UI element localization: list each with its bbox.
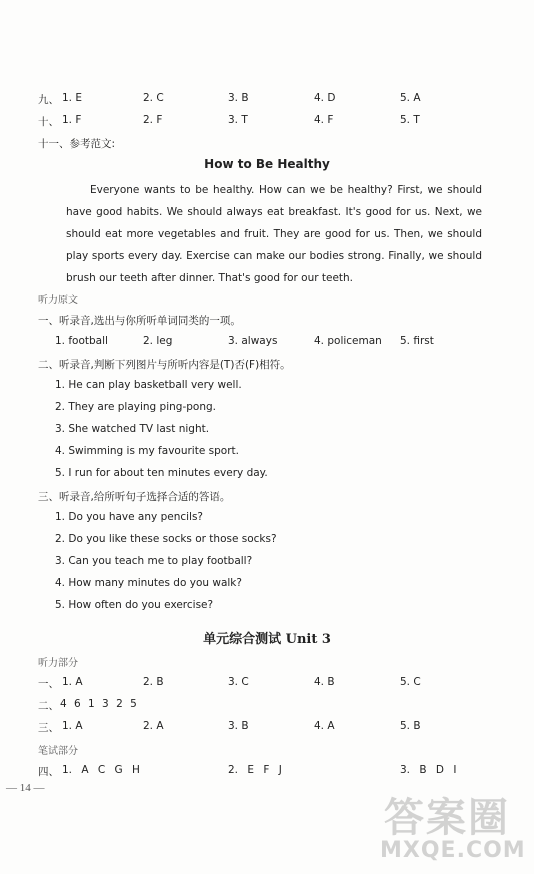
- row-ten-answer-4: 4. F: [314, 114, 334, 126]
- ans4-prefix: 四、: [38, 766, 59, 778]
- ans3-answer-2: 2. A: [143, 720, 164, 732]
- row-ten-prefix: 十、: [38, 116, 59, 128]
- row-nine-prefix: 九、: [38, 94, 59, 106]
- unit-title: 单元综合测试 Unit 3: [203, 632, 331, 647]
- part3-item-1: 1. Do you have any pencils?: [55, 511, 204, 523]
- row-nine-answer-2: 2. C: [143, 92, 164, 104]
- part2-item-4: 4. Swimming is my favourite sport.: [55, 445, 239, 457]
- ans3-answer-5: 5. B: [400, 720, 421, 732]
- ans3-answer-3: 3. B: [228, 720, 249, 732]
- watermark-url: MXQE.COM: [380, 838, 526, 863]
- watermark-logo: 答案圈: [384, 795, 510, 841]
- ans1-prefix: 一、: [38, 678, 59, 690]
- ans1-answer-1: 1. A: [62, 676, 83, 688]
- ans1-answer-3: 3. C: [228, 676, 249, 688]
- row-ten-answer-5: 5. T: [400, 114, 420, 126]
- ans3-answer-4: 4. A: [314, 720, 335, 732]
- ans4-answer-1: 1. A C G H: [62, 764, 140, 776]
- ans4-answer-3: 3. B D I: [400, 764, 457, 776]
- row-nine-answer-3: 3. B: [228, 92, 249, 104]
- row-nine-answer-1: 1. E: [62, 92, 82, 104]
- row-nine-answer-4: 4. D: [314, 92, 336, 104]
- part2-item-2: 2. They are playing ping-pong.: [55, 401, 216, 413]
- ans1-answer-2: 2. B: [143, 676, 164, 688]
- essay-heading: 十一、参考范文:: [38, 138, 116, 150]
- part1-item-5: 5. first: [400, 335, 434, 347]
- listening-part-label: 听力部分: [38, 658, 78, 669]
- ans3-prefix: 三、: [38, 722, 59, 734]
- part2-item-1: 1. He can play basketball very well.: [55, 379, 242, 391]
- ans1-answer-4: 4. B: [314, 676, 335, 688]
- part1-item-1: 1. football: [55, 335, 108, 347]
- part3-item-5: 5. How often do you exercise?: [55, 599, 214, 611]
- part3-item-4: 4. How many minutes do you walk?: [55, 577, 242, 589]
- part3-heading: 三、听录音,给所听句子选择合适的答语。: [38, 491, 231, 503]
- part1-item-4: 4. policeman: [314, 335, 382, 347]
- part2-item-5: 5. I run for about ten minutes every day.: [55, 467, 268, 479]
- ans4-answer-2: 2. E F J: [228, 764, 282, 776]
- row-nine-answer-5: 5. A: [400, 92, 421, 104]
- essay-title: How to Be Healthy: [204, 157, 330, 171]
- part1-item-2: 2. leg: [143, 335, 173, 347]
- ans3-answer-1: 1. A: [62, 720, 83, 732]
- written-part-label: 笔试部分: [38, 746, 78, 757]
- row-ten-answer-3: 3. T: [228, 114, 248, 126]
- listening-text-heading: 听力原文: [38, 295, 78, 306]
- part3-item-2: 2. Do you like these socks or those socks?: [55, 533, 277, 545]
- row-ten-answer-2: 2. F: [143, 114, 163, 126]
- essay-body: Everyone wants to be healthy. How can we be healthy? First, we should have good habits. We should always eat breakfast. It's good for us. Next, we should eat more vegetables and fruit. They are good for us. Then, we should play sports every day. Exercise can make our bodies strong. Finally, we should brush our teeth after dinner. That's good for our teeth.: [66, 184, 482, 284]
- part2-item-3: 3. She watched TV last night.: [55, 423, 210, 435]
- ans2-sequence: 4 6 1 3 2 5: [60, 698, 137, 710]
- part3-item-3: 3. Can you teach me to play football?: [55, 555, 253, 567]
- page-number: — 14 —: [6, 782, 45, 794]
- part1-heading: 一、听录音,选出与你所听单词同类的一项。: [38, 315, 241, 327]
- ans1-answer-5: 5. C: [400, 676, 421, 688]
- part1-item-3: 3. always: [228, 335, 278, 347]
- ans2-prefix: 二、: [38, 700, 59, 712]
- part2-heading: 二、听录音,判断下列图片与所听内容是(T)否(F)相符。: [38, 359, 291, 371]
- row-ten-answer-1: 1. F: [62, 114, 82, 126]
